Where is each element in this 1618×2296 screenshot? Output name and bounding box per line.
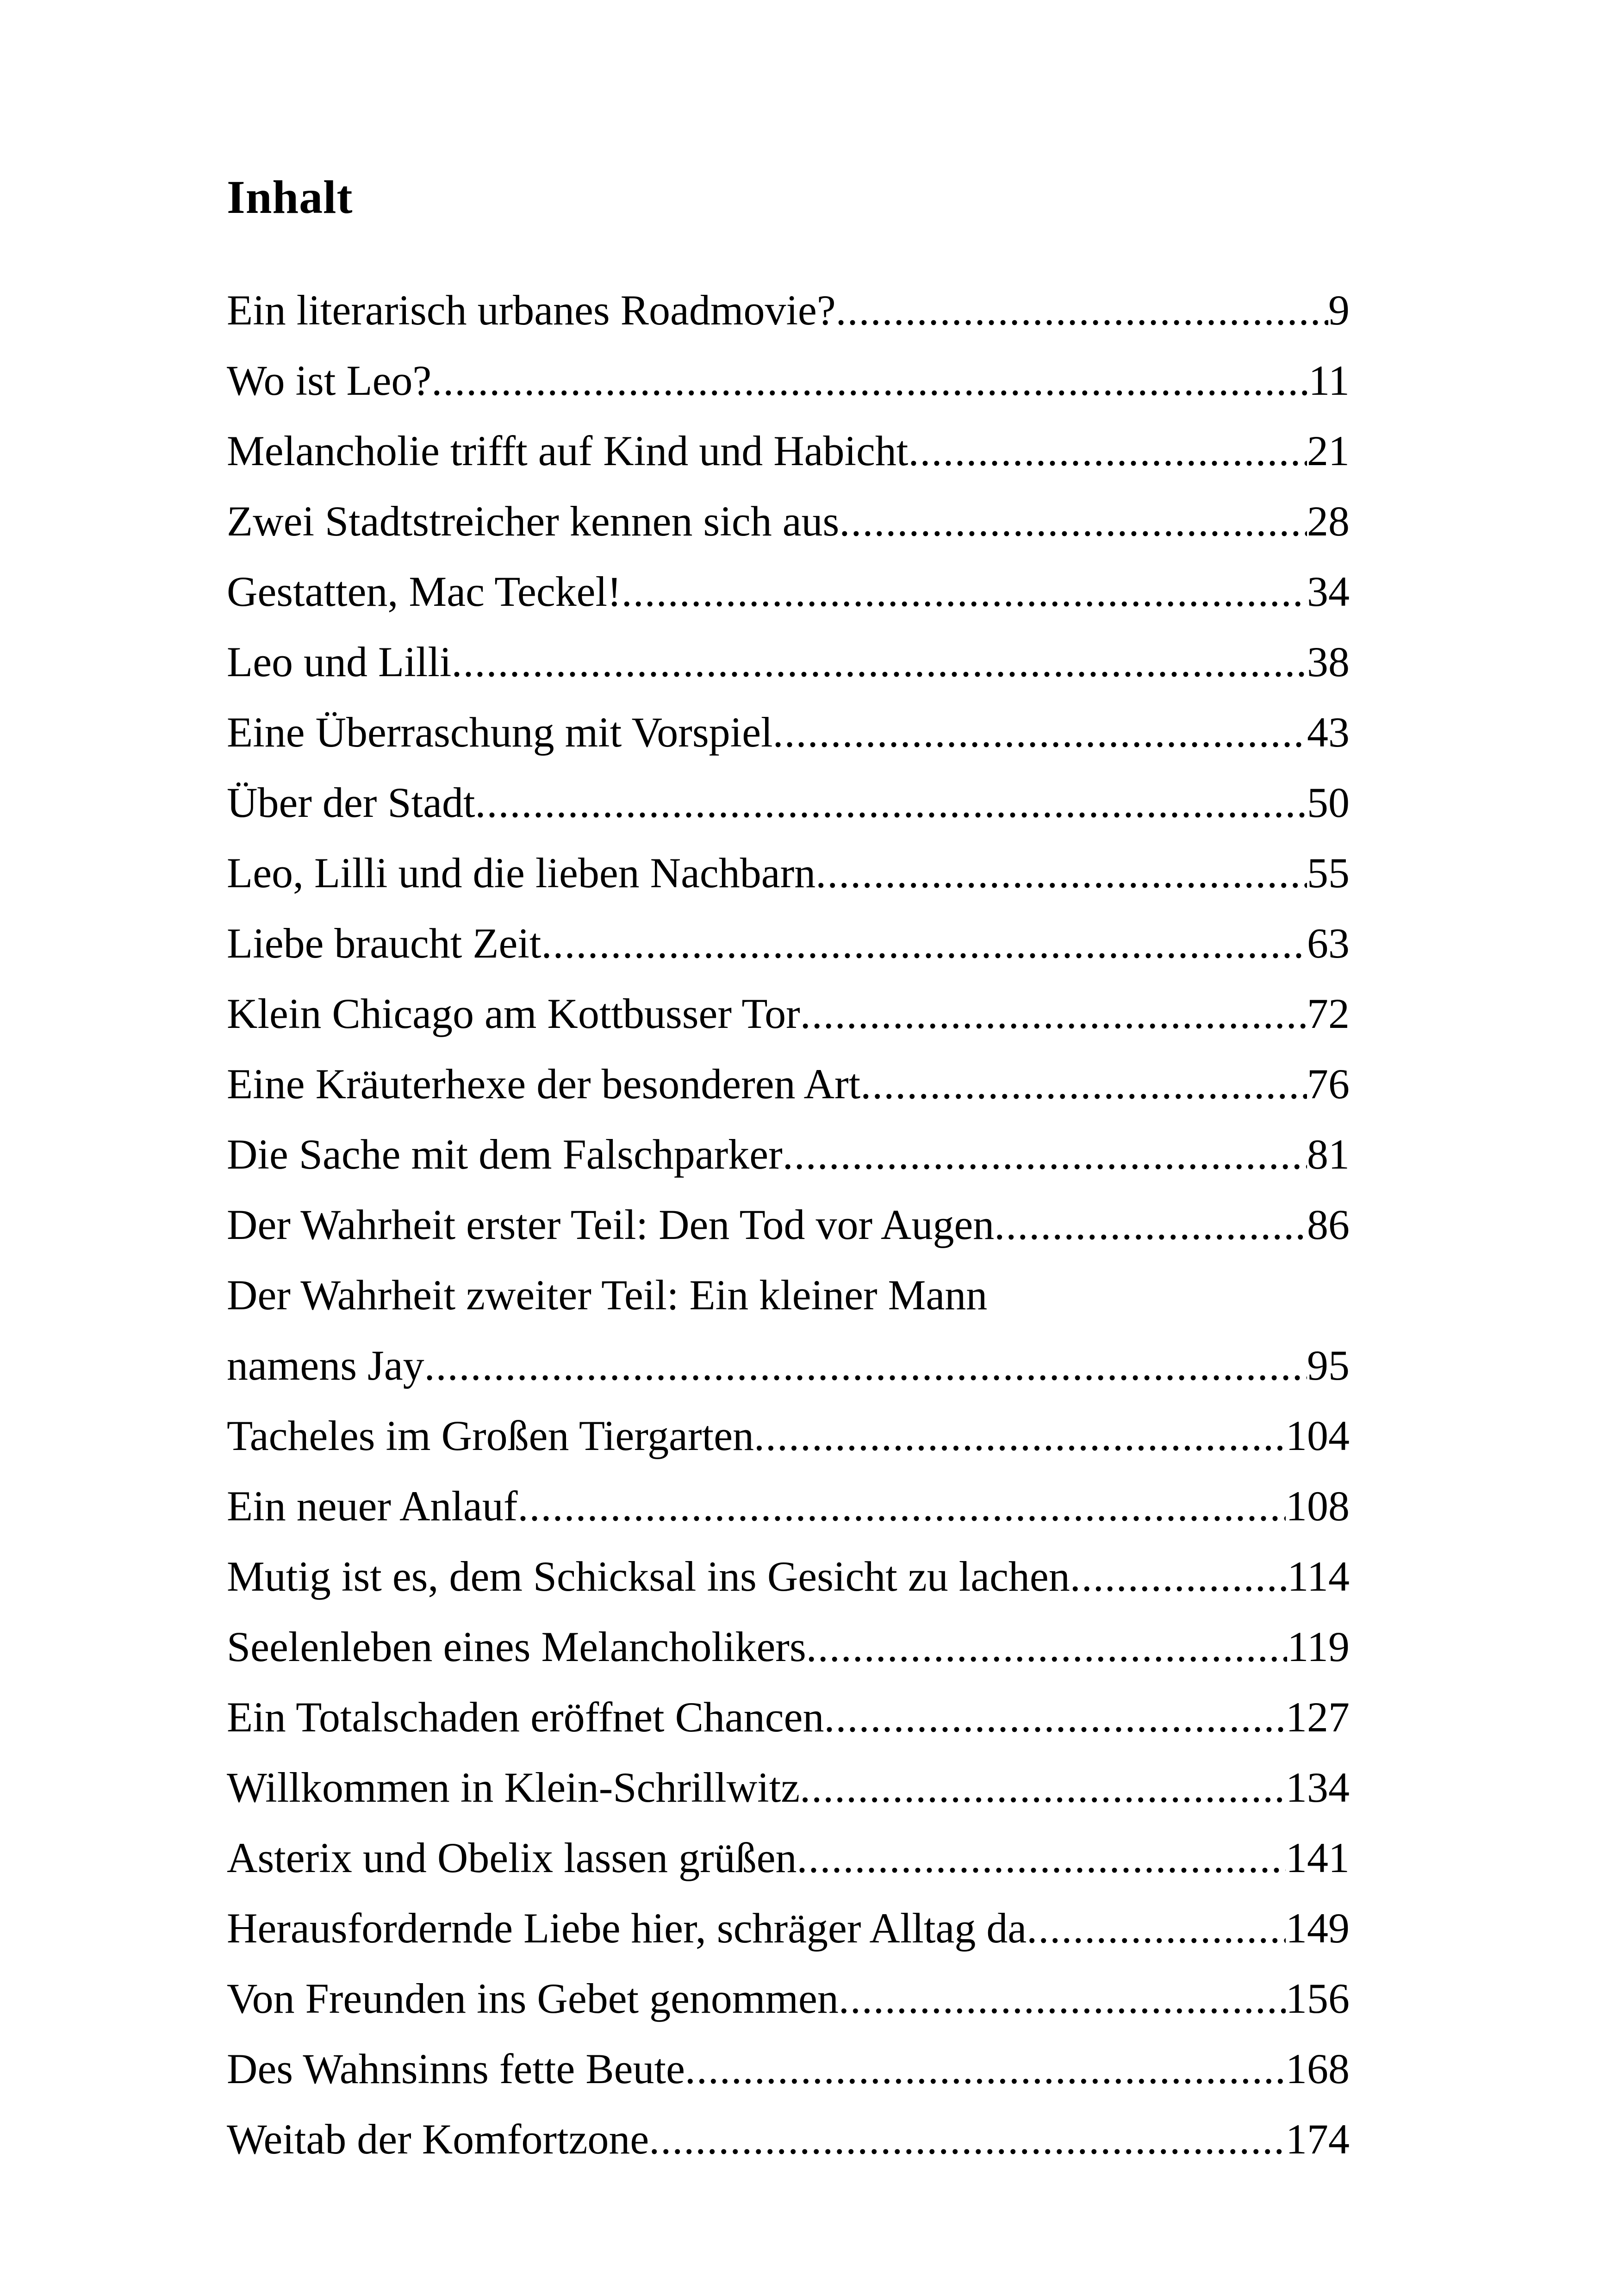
dot-leader	[800, 978, 1307, 1049]
toc-entry-title: Weitab der Komfortzone	[227, 2116, 649, 2163]
toc-entry	[227, 345, 1350, 416]
toc-entry	[227, 1471, 1350, 1541]
dot-leader	[1027, 1893, 1286, 1963]
toc-entry-page: 119	[1287, 1623, 1350, 1670]
toc-entry	[227, 627, 1350, 697]
dot-leader	[431, 345, 1308, 416]
toc-entry-page: 127	[1286, 1693, 1350, 1741]
toc-entry	[227, 1260, 1350, 1400]
toc-entry-title: Eine Überraschung mit Vorspiel	[227, 709, 773, 756]
toc-entry-title: Herausfordernde Liebe hier, schräger Alltag da	[227, 1904, 1027, 1952]
toc-entry	[227, 416, 1350, 486]
toc-entry-title: Über der Stadt	[227, 779, 475, 826]
toc-entry	[227, 908, 1350, 978]
toc-entry	[227, 1612, 1350, 1682]
table-of-contents	[227, 275, 1350, 2174]
dot-leader	[815, 838, 1307, 908]
toc-entry-page: 28	[1307, 498, 1350, 545]
toc-entry-title: Gestatten, Mac Teckel!	[227, 568, 622, 615]
toc-entry	[227, 1119, 1350, 1189]
toc-entry-title: Mutig ist es, dem Schicksal ins Gesicht zu lachen	[227, 1553, 1070, 1600]
toc-entry-page: 95	[1307, 1342, 1350, 1389]
dot-leader	[622, 556, 1307, 627]
toc-entry-page: 11	[1308, 357, 1350, 404]
toc-entry	[227, 275, 1350, 345]
dot-leader	[754, 1400, 1286, 1471]
toc-entry-title: Zwei Stadtstreicher kennen sich aus	[227, 498, 840, 545]
dot-leader	[1070, 1541, 1288, 1612]
dot-leader	[800, 1752, 1286, 1823]
toc-entry-title: Die Sache mit dem Falschparker	[227, 1131, 783, 1178]
toc-entry-page: 76	[1307, 1060, 1350, 1108]
dot-leader	[824, 1682, 1286, 1752]
toc-entry	[227, 1049, 1350, 1119]
toc-entry-title: Leo, Lilli und die lieben Nachbarn	[227, 849, 816, 896]
toc-entry	[227, 556, 1350, 627]
dot-leader	[839, 1963, 1286, 2034]
toc-entry	[227, 1189, 1350, 1260]
toc-entry-title: Seelenleben eines Melancholikers	[227, 1623, 806, 1670]
toc-entry-title: namens Jay	[227, 1342, 424, 1389]
toc-entry-page: 43	[1307, 709, 1350, 756]
toc-entry-title: Ein literarisch urbanes Roadmovie?	[227, 286, 836, 334]
toc-entry-title: Ein Totalschaden eröffnet Chancen	[227, 1693, 824, 1741]
toc-entry-page: 108	[1286, 1482, 1350, 1530]
toc-entry-page: 72	[1307, 990, 1350, 1037]
toc-entry-page: 55	[1307, 849, 1350, 896]
toc-entry	[227, 1823, 1350, 1893]
toc-entry-page: 156	[1286, 1975, 1350, 2022]
toc-entry-title: Klein Chicago am Kottbusser Tor	[227, 990, 800, 1037]
toc-entry-page: 174	[1286, 2116, 1350, 2163]
toc-entry	[227, 1682, 1350, 1752]
toc-entry	[227, 2034, 1350, 2104]
dot-leader	[475, 767, 1307, 838]
page-title: Inhalt	[227, 171, 353, 224]
toc-entry	[227, 697, 1350, 767]
toc-entry	[227, 1541, 1350, 1612]
toc-entry-title: Wo ist Leo?	[227, 357, 432, 404]
toc-entry	[227, 1893, 1350, 1963]
toc-entry-page: 134	[1286, 1764, 1350, 1811]
dot-leader	[860, 1049, 1307, 1119]
toc-entry-page: 81	[1307, 1131, 1350, 1178]
toc-entry-title: Willkommen in Klein-Schrillwitz	[227, 1764, 800, 1811]
dot-leader	[773, 697, 1307, 767]
dot-leader	[783, 1119, 1307, 1189]
toc-entry-title: Ein neuer Anlauf	[227, 1482, 518, 1530]
toc-entry	[227, 1963, 1350, 2034]
toc-entry-page: 104	[1286, 1412, 1350, 1459]
toc-entry-page: 34	[1307, 568, 1350, 615]
dot-leader	[649, 2104, 1286, 2174]
dot-leader	[797, 1823, 1286, 1893]
toc-entry-page: 21	[1307, 427, 1350, 474]
toc-entry-page: 63	[1307, 920, 1350, 967]
toc-entry-page: 50	[1307, 779, 1350, 826]
toc-entry	[227, 2104, 1350, 2174]
toc-entry	[227, 838, 1350, 908]
toc-entry	[227, 486, 1350, 556]
toc-entry-title: Eine Kräuterhexe der besonderen Art	[227, 1060, 861, 1108]
dot-leader	[908, 416, 1307, 486]
toc-entry-title: Tacheles im Großen Tiergarten	[227, 1412, 754, 1459]
toc-entry-page: 38	[1307, 638, 1350, 685]
dot-leader	[451, 627, 1307, 697]
toc-entry-title: Der Wahrheit erster Teil: Den Tod vor Augen	[227, 1201, 995, 1248]
toc-entry-title: Liebe braucht Zeit	[227, 920, 541, 967]
dot-leader	[994, 1189, 1307, 1260]
dot-leader	[541, 908, 1307, 978]
dot-leader	[685, 2034, 1286, 2104]
toc-entry-title: Von Freunden ins Gebet genommen	[227, 1975, 839, 2022]
toc-entry-title-line1: Der Wahrheit zweiter Teil: Ein kleiner Mann	[227, 1271, 988, 1319]
toc-entry-title: Des Wahnsinns fette Beute	[227, 2045, 685, 2092]
toc-entry	[227, 978, 1350, 1049]
toc-entry-title: Melancholie trifft auf Kind und Habicht	[227, 427, 909, 474]
toc-entry-title: Leo und Lilli	[227, 638, 452, 685]
dot-leader	[424, 1330, 1307, 1400]
toc-entry	[227, 1752, 1350, 1823]
dot-leader	[839, 486, 1307, 556]
toc-entry-page: 149	[1286, 1904, 1350, 1952]
toc-entry	[227, 767, 1350, 838]
toc-entry-page: 9	[1328, 286, 1350, 334]
dot-leader	[517, 1471, 1286, 1541]
toc-entry	[227, 1400, 1350, 1471]
toc-entry-page: 114	[1287, 1553, 1350, 1600]
toc-entry-title: Asterix und Obelix lassen grüßen	[227, 1834, 797, 1881]
toc-entry-page: 86	[1307, 1201, 1350, 1248]
dot-leader	[836, 275, 1328, 345]
toc-entry-page: 168	[1286, 2045, 1350, 2092]
toc-entry-page: 141	[1286, 1834, 1350, 1881]
dot-leader	[806, 1612, 1288, 1682]
